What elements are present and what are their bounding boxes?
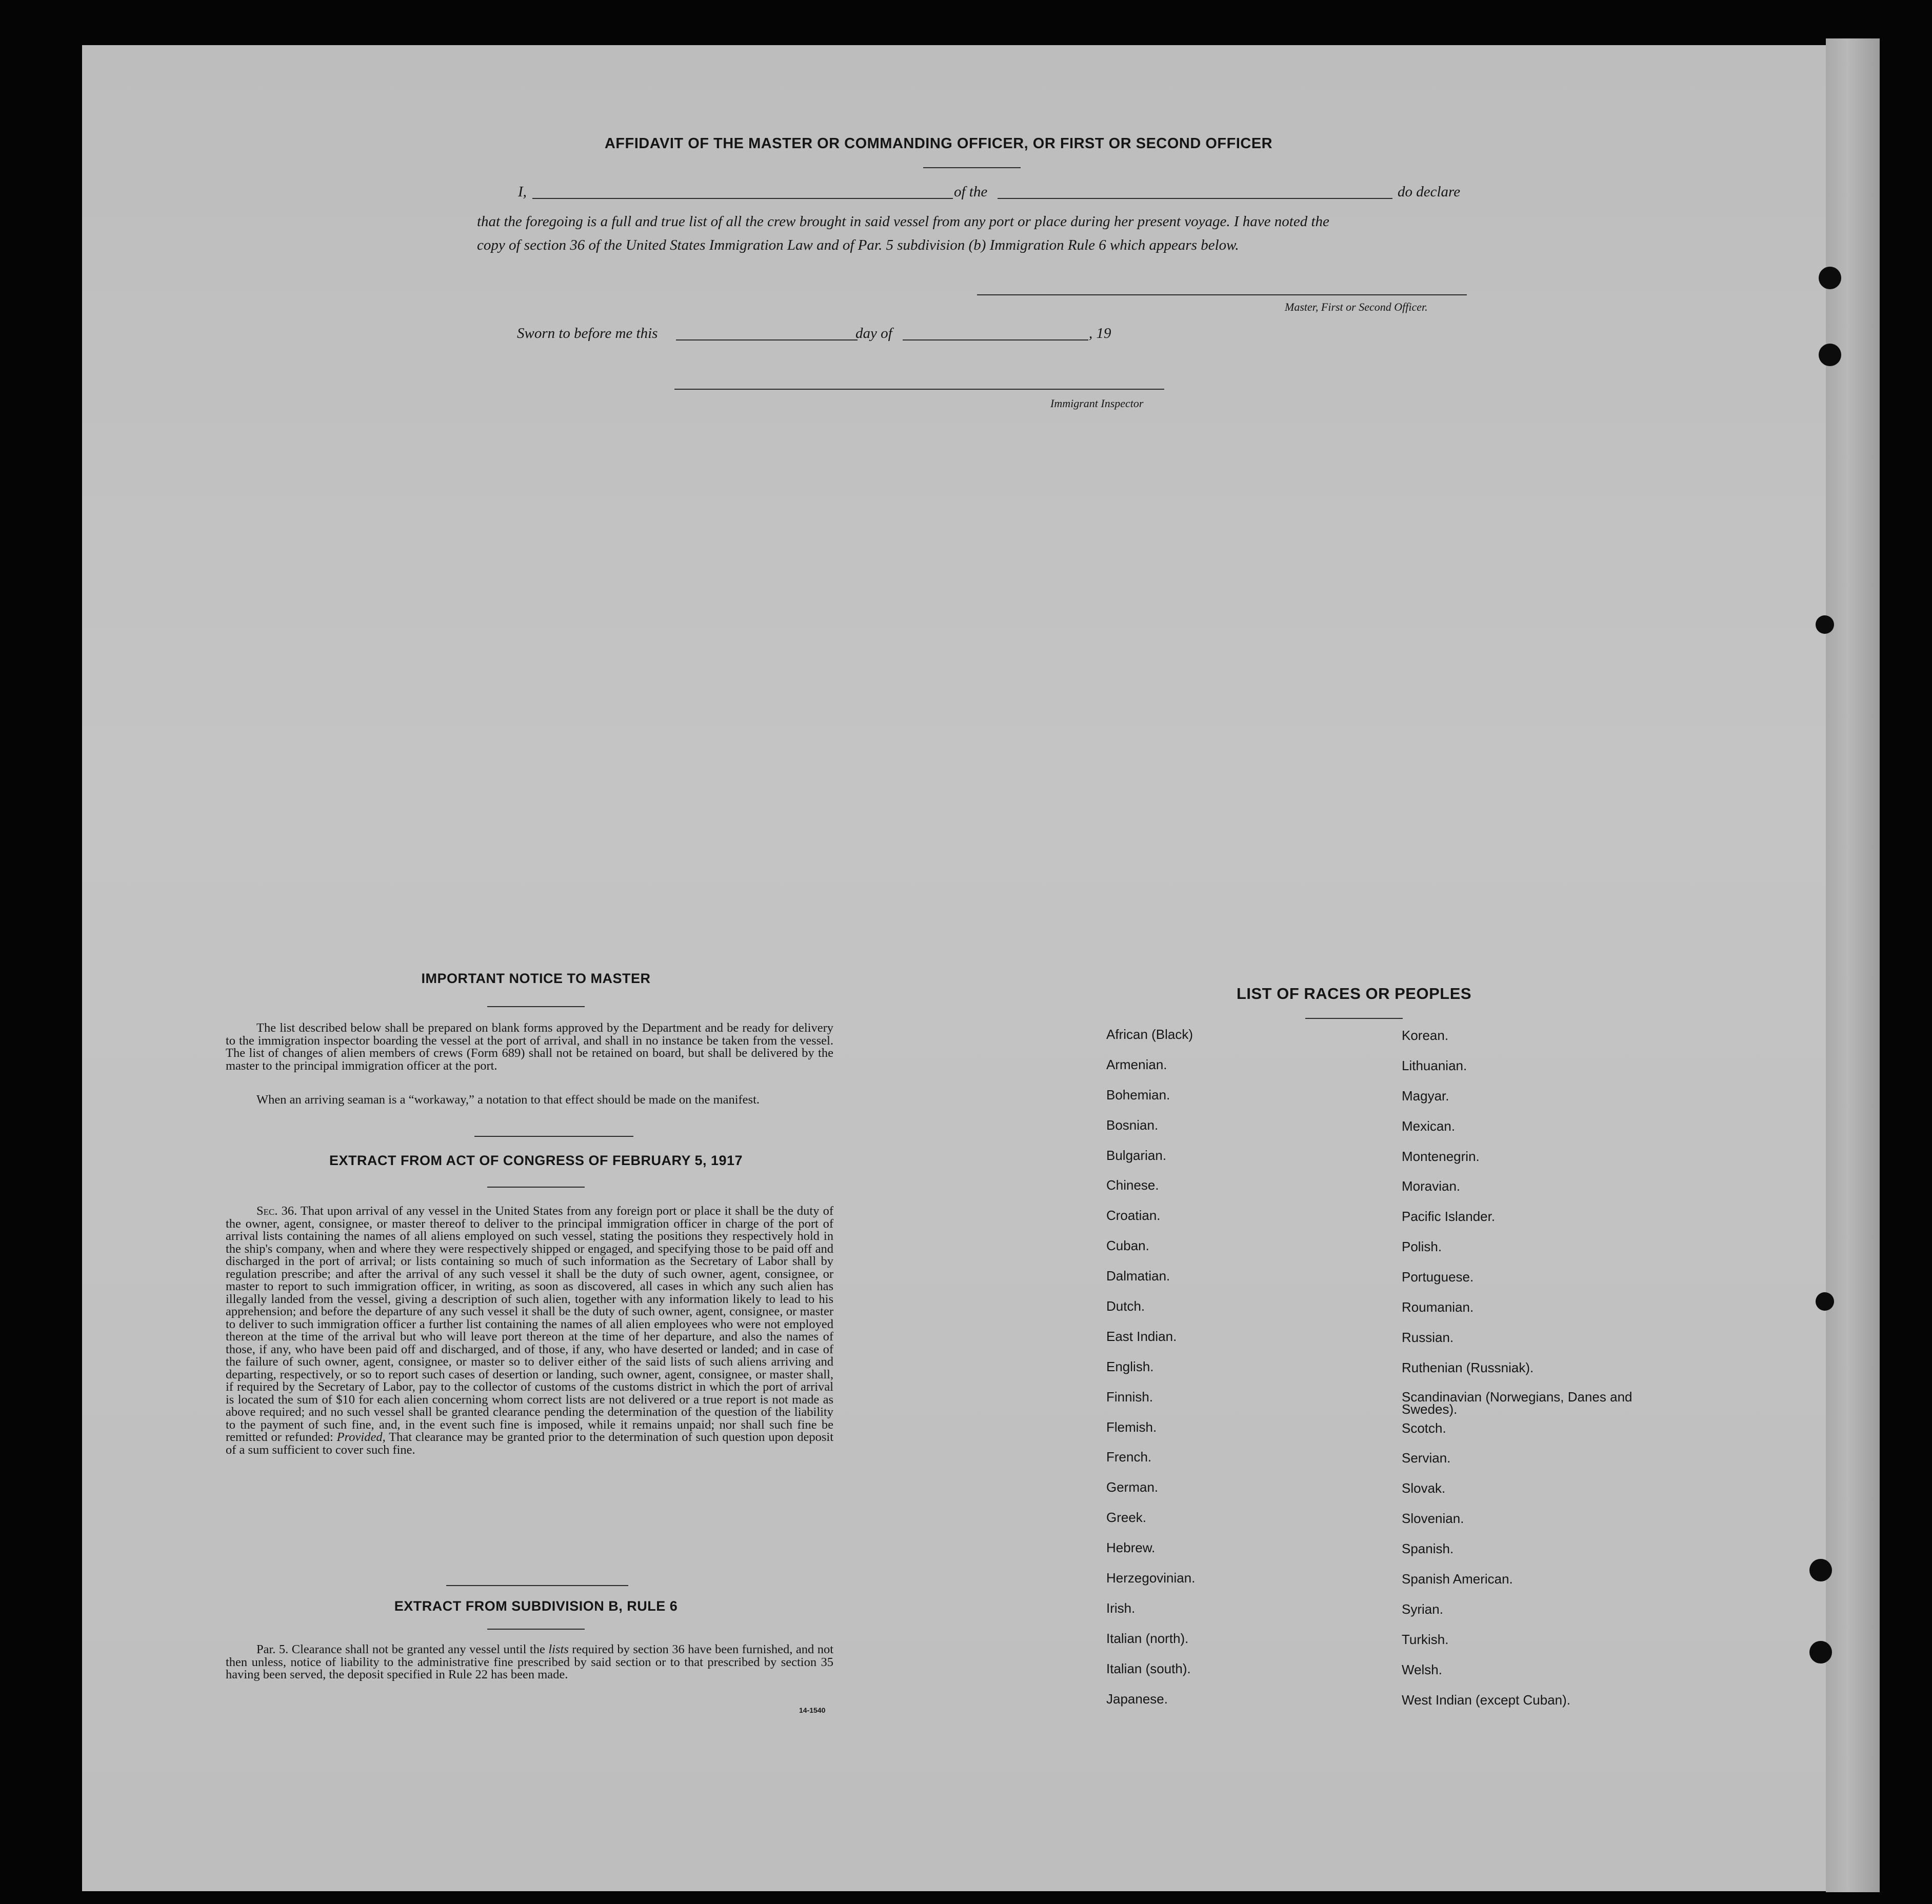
year-label: , 19 — [1089, 325, 1111, 342]
race-item: Turkish. — [1402, 1631, 1449, 1647]
races-list-right — [1402, 1028, 1638, 1722]
race-item: Moravian. — [1402, 1178, 1461, 1194]
notice-paragraph-2: When an arriving seaman is a “workaway,” a notation to that effect should be made on the manifest. — [256, 1093, 760, 1107]
race-item: Herzegovinian. — [1106, 1570, 1196, 1586]
race-item: Slovenian. — [1402, 1511, 1464, 1527]
race-item: Scandinavian (Norwegians, Danes and Swedes). — [1402, 1389, 1632, 1417]
race-item: Russian. — [1402, 1329, 1454, 1345]
race-item: Mexican. — [1402, 1118, 1456, 1134]
page-edge — [1826, 38, 1880, 1892]
affidavit-line1 — [518, 181, 1472, 203]
race-item: French. — [1106, 1449, 1152, 1465]
rule6-paragraph — [226, 1644, 833, 1681]
race-item: Montenegrin. — [1402, 1148, 1480, 1164]
race-item: Italian (south). — [1106, 1660, 1191, 1676]
race-item: Flemish. — [1106, 1419, 1157, 1435]
sworn-line — [517, 322, 1184, 345]
race-item: Dalmatian. — [1106, 1268, 1170, 1284]
race-item: Ruthenian (Russniak). — [1402, 1359, 1534, 1375]
binder-hole — [1809, 1641, 1832, 1664]
day-of-label: day of — [855, 325, 892, 342]
race-item: Lithuanian. — [1402, 1057, 1467, 1073]
notice-title: IMPORTANT NOTICE TO MASTER — [421, 971, 651, 986]
race-item: Bosnian. — [1106, 1117, 1159, 1133]
race-item: Chinese. — [1106, 1177, 1159, 1193]
race-item: Irish. — [1106, 1600, 1136, 1616]
race-item: Scotch. — [1402, 1420, 1446, 1436]
rule6-text-end: required by section 36 have been furnished, and not then unless, notice of liability to the administrative fine prescribed by said section or to that prescribed by section 35 having been served, the deposit specified in Rule 22 has been made. — [226, 1642, 834, 1681]
divider — [487, 1629, 585, 1630]
race-item: Welsh. — [1402, 1661, 1442, 1677]
race-item: Armenian. — [1106, 1056, 1167, 1072]
binder-hole — [1819, 267, 1841, 289]
race-item: Portuguese. — [1402, 1269, 1474, 1285]
rule6-title: EXTRACT FROM SUBDIVISION B, RULE 6 — [394, 1598, 678, 1614]
races-title: LIST OF RACES OR PEOPLES — [1236, 985, 1472, 1003]
vessel-field[interactable] — [998, 198, 1392, 199]
race-item: Bohemian. — [1106, 1087, 1170, 1103]
section-text: That upon arrival of any vessel in the United States from any foreign port or place it shall be the duty of the owner, agent, consignee, or master thereof to deliver to the principal immigration officer in charge of the port of arrival lists containing the names of all aliens employed on such vessel, stating the positions they respectively hold in the ship's company, when and where they were respectively shipped or engaged, and specifying those to be paid off and discharged in the port of arrival; or lists containing so much of such information as the Secretary of Labor shall by regulation prescribe; and after the arrival of any such vessel it shall be the duty of such owner, agent, consignee, or master to report to such immigration officer, in writing, as soon as discovered, all cases in which any such alien has illegally landed from the vessel, giving a description of such alien, together with any information likely to lead to his apprehension; and before the departure of any such vessel it shall be the duty of such owner, agent, consignee, or master to deliver to such immigration officer a further list containing the names of all alien employees who were not employed thereon at the time of the arrival but who will leave port thereon at the time of her departure, and also the names of those, if any, who have been paid off and discharged, and of those, if any, who have deserted or landed; and in case of the failure of such owner, agent, consignee, or master so to deliver either of the said lists of such aliens arriving and departing, respectively, or so to report such cases of desertion or landing, such owner, agent, consignee, or master shall, if required by the Secretary of Labor, pay to the collector of customs of the customs district in which the port of arrival is located the sum of $10 for each alien concerning whom correct lists are not delivered or a true report is not made as above required; and no such vessel shall be granted clearance pending the determination of the question of the liability to the payment of such fine, and, in the event such fine is imposed, while it remains unpaid; nor shall such fine be remitted or refunded: — [226, 1204, 833, 1444]
race-item: Croatian. — [1106, 1208, 1161, 1224]
act-section-36 — [226, 1205, 833, 1456]
label-do-declare: do declare — [1398, 184, 1461, 200]
race-item: Roumanian. — [1402, 1299, 1474, 1315]
race-item: English. — [1106, 1358, 1154, 1374]
inspector-label: Immigrant Inspector — [1050, 397, 1144, 410]
divider — [923, 167, 1021, 168]
affidavit-line3: copy of section 36 of the United States Immigration Law and of Par. 5 subdivision (b) Immigration Rule 6 which appears below. — [477, 237, 1239, 253]
section-label: Sec. 36. — [256, 1204, 297, 1218]
race-item: Korean. — [1402, 1028, 1449, 1043]
affidavit-title: AFFIDAVIT OF THE MASTER OR COMMANDING OFFICER, OR FIRST OR SECOND OFFICER — [604, 135, 1273, 152]
divider — [446, 1585, 628, 1586]
races-list-left — [1106, 1027, 1352, 1721]
master-signature-line[interactable] — [977, 294, 1467, 295]
binder-hole — [1809, 1559, 1832, 1581]
race-item: Servian. — [1402, 1450, 1451, 1466]
race-item: Polish. — [1402, 1239, 1442, 1255]
label-of-the: of the — [954, 184, 988, 200]
race-item: Pacific Islander. — [1402, 1209, 1496, 1225]
inspector-signature-line[interactable] — [674, 389, 1164, 390]
section-text-end: That clearance may be granted prior to the determination of such question upon deposit of a sum sufficient to cover such fine. — [226, 1430, 834, 1457]
race-item: Cuban. — [1106, 1238, 1149, 1254]
race-item: East Indian. — [1106, 1328, 1177, 1344]
race-item: German. — [1106, 1479, 1159, 1495]
race-item: African (Black) — [1106, 1027, 1193, 1042]
label-i: I, — [518, 184, 527, 200]
divider — [1305, 1018, 1403, 1019]
race-item: Magyar. — [1402, 1088, 1449, 1104]
lists-word: lists — [548, 1642, 569, 1656]
race-item: Finnish. — [1106, 1389, 1153, 1405]
race-item: Syrian. — [1402, 1601, 1443, 1617]
race-item: Spanish. — [1402, 1541, 1454, 1557]
race-item: Hebrew. — [1106, 1540, 1156, 1556]
race-item: Bulgarian. — [1106, 1147, 1167, 1163]
provided-word: Provided, — [336, 1430, 386, 1444]
race-item: Slovak. — [1402, 1480, 1446, 1496]
binder-hole — [1816, 615, 1834, 634]
binder-hole — [1819, 344, 1841, 366]
master-signature-label: Master, First or Second Officer. — [1285, 300, 1428, 313]
race-item: Spanish American. — [1402, 1571, 1513, 1587]
month-field[interactable] — [903, 339, 1088, 340]
affidavit-line2: that the foregoing is a full and true list of all the crew brought in said vessel from any port or place during her present voyage. I have noted the — [477, 213, 1329, 230]
name-field[interactable] — [532, 198, 953, 199]
sworn-label: Sworn to before me this — [517, 325, 658, 342]
divider — [487, 1006, 585, 1007]
race-item: Japanese. — [1106, 1691, 1168, 1707]
divider — [487, 1187, 585, 1188]
rule6-text: Par. 5. Clearance shall not be granted any vessel until the — [256, 1642, 545, 1656]
binder-hole — [1816, 1292, 1834, 1311]
day-field[interactable] — [676, 339, 858, 340]
race-item: Italian (north). — [1106, 1630, 1189, 1646]
race-item: Dutch. — [1106, 1298, 1145, 1314]
act-title: EXTRACT FROM ACT OF CONGRESS OF FEBRUARY 5, 1917 — [329, 1153, 743, 1168]
race-item: West Indian (except Cuban). — [1402, 1692, 1571, 1708]
form-number: 14-1540 — [799, 1706, 826, 1714]
notice-paragraph-1: The list described below shall be prepared on blank forms approved by the Department and be ready for delivery to the immigration inspector boarding the vessel at the port of arrival, and shall in no instance be taken from the vessel. The list of changes of alien members of crews (Form 689) shall not be retained on board, but shall be delivered by the master to the principal immigration officer at the port. — [226, 1021, 833, 1073]
race-item: Greek. — [1106, 1510, 1147, 1526]
divider — [474, 1136, 633, 1137]
